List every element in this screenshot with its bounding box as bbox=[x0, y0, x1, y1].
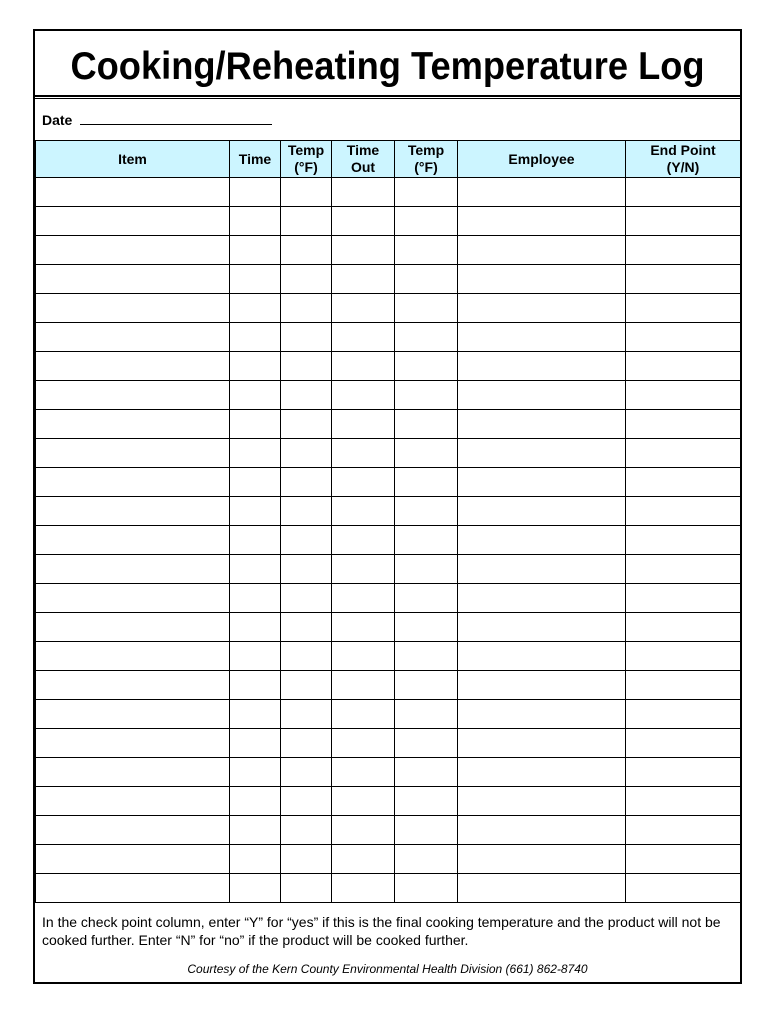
cell-temp-2[interactable] bbox=[395, 294, 458, 323]
cell-end-point[interactable] bbox=[626, 874, 741, 903]
cell-item[interactable] bbox=[36, 671, 230, 700]
cell-temp-1[interactable] bbox=[281, 236, 332, 265]
cell-temp-2[interactable] bbox=[395, 468, 458, 497]
cell-item[interactable] bbox=[36, 439, 230, 468]
cell-temp-2[interactable] bbox=[395, 352, 458, 381]
cell-temp-2[interactable] bbox=[395, 584, 458, 613]
table-row bbox=[36, 845, 741, 874]
cell-temp-2[interactable] bbox=[395, 207, 458, 236]
table-row bbox=[36, 178, 741, 207]
cell-time-out[interactable] bbox=[332, 758, 395, 787]
cell-temp-1[interactable] bbox=[281, 381, 332, 410]
cell-temp-2[interactable] bbox=[395, 439, 458, 468]
cell-temp-1[interactable] bbox=[281, 584, 332, 613]
log-rows bbox=[36, 178, 741, 903]
table-row bbox=[36, 584, 741, 613]
cell-time[interactable] bbox=[230, 526, 281, 555]
header-row bbox=[36, 141, 741, 178]
cell-temp-1[interactable] bbox=[281, 758, 332, 787]
cell-temp-2[interactable] bbox=[395, 671, 458, 700]
cell-employee[interactable] bbox=[458, 758, 626, 787]
cell-temp-2[interactable] bbox=[395, 526, 458, 555]
cell-employee[interactable] bbox=[458, 236, 626, 265]
cell-time-out[interactable] bbox=[332, 584, 395, 613]
table-row bbox=[36, 497, 741, 526]
cell-temp-1[interactable] bbox=[281, 178, 332, 207]
cell-temp-1[interactable] bbox=[281, 439, 332, 468]
cell-temp-2[interactable] bbox=[395, 265, 458, 294]
cell-end-point[interactable] bbox=[626, 758, 741, 787]
cell-employee[interactable] bbox=[458, 323, 626, 352]
cell-time[interactable] bbox=[230, 294, 281, 323]
cell-time[interactable] bbox=[230, 642, 281, 671]
cell-time-out[interactable] bbox=[332, 323, 395, 352]
cell-time[interactable] bbox=[230, 410, 281, 439]
cell-time[interactable] bbox=[230, 845, 281, 874]
cell-end-point[interactable] bbox=[626, 816, 741, 845]
cell-item[interactable] bbox=[36, 294, 230, 323]
table-row bbox=[36, 642, 741, 671]
cell-temp-1[interactable] bbox=[281, 816, 332, 845]
cell-temp-2[interactable] bbox=[395, 236, 458, 265]
date-field[interactable] bbox=[80, 111, 272, 125]
cell-temp-2[interactable] bbox=[395, 700, 458, 729]
cell-item[interactable] bbox=[36, 874, 230, 903]
cell-time-out[interactable] bbox=[332, 729, 395, 758]
cell-item[interactable] bbox=[36, 729, 230, 758]
title-divider bbox=[35, 95, 740, 97]
table-row bbox=[36, 381, 741, 410]
cell-temp-1[interactable] bbox=[281, 671, 332, 700]
cell-item[interactable] bbox=[36, 613, 230, 642]
cell-employee[interactable] bbox=[458, 526, 626, 555]
table-row bbox=[36, 352, 741, 381]
cell-time[interactable] bbox=[230, 816, 281, 845]
cell-temp-2[interactable] bbox=[395, 729, 458, 758]
cell-time-out[interactable] bbox=[332, 526, 395, 555]
cell-employee[interactable] bbox=[458, 642, 626, 671]
cell-temp-2[interactable] bbox=[395, 410, 458, 439]
table-row bbox=[36, 671, 741, 700]
cell-employee[interactable] bbox=[458, 700, 626, 729]
cell-employee[interactable] bbox=[458, 294, 626, 323]
cell-employee[interactable] bbox=[458, 787, 626, 816]
cell-end-point[interactable] bbox=[626, 352, 741, 381]
log-sheet bbox=[33, 29, 742, 984]
cell-time-out[interactable] bbox=[332, 468, 395, 497]
cell-temp-2[interactable] bbox=[395, 613, 458, 642]
cell-time[interactable] bbox=[230, 787, 281, 816]
table-row bbox=[36, 816, 741, 845]
cell-employee[interactable] bbox=[458, 468, 626, 497]
table-row bbox=[36, 294, 741, 323]
cell-temp-2[interactable] bbox=[395, 787, 458, 816]
cell-item[interactable] bbox=[36, 265, 230, 294]
cell-end-point[interactable] bbox=[626, 265, 741, 294]
cell-temp-1[interactable] bbox=[281, 323, 332, 352]
cell-time[interactable] bbox=[230, 613, 281, 642]
table-row bbox=[36, 207, 741, 236]
column-header-time: Time bbox=[230, 141, 281, 178]
cell-time[interactable] bbox=[230, 555, 281, 584]
cell-employee[interactable] bbox=[458, 845, 626, 874]
cell-item[interactable] bbox=[36, 584, 230, 613]
cell-end-point[interactable] bbox=[626, 642, 741, 671]
cell-time-out[interactable] bbox=[332, 178, 395, 207]
cell-temp-1[interactable] bbox=[281, 613, 332, 642]
cell-temp-2[interactable] bbox=[395, 845, 458, 874]
cell-temp-2[interactable] bbox=[395, 642, 458, 671]
cell-item[interactable] bbox=[36, 178, 230, 207]
cell-employee[interactable] bbox=[458, 439, 626, 468]
cell-item[interactable] bbox=[36, 207, 230, 236]
cell-end-point[interactable] bbox=[626, 439, 741, 468]
cell-end-point[interactable] bbox=[626, 323, 741, 352]
cell-temp-1[interactable] bbox=[281, 526, 332, 555]
column-header-temp-1: Temp (°F) bbox=[281, 141, 332, 178]
cell-item[interactable] bbox=[36, 787, 230, 816]
table-row bbox=[36, 874, 741, 903]
cell-time-out[interactable] bbox=[332, 642, 395, 671]
cell-time-out[interactable] bbox=[332, 410, 395, 439]
cell-end-point[interactable] bbox=[626, 584, 741, 613]
cell-employee[interactable] bbox=[458, 178, 626, 207]
cell-temp-1[interactable] bbox=[281, 700, 332, 729]
table-row bbox=[36, 410, 741, 439]
cell-item[interactable] bbox=[36, 352, 230, 381]
column-header-item: Item bbox=[36, 141, 230, 178]
cell-employee[interactable] bbox=[458, 584, 626, 613]
cell-time[interactable] bbox=[230, 381, 281, 410]
cell-temp-2[interactable] bbox=[395, 555, 458, 584]
cell-time[interactable] bbox=[230, 265, 281, 294]
cell-employee[interactable] bbox=[458, 816, 626, 845]
cell-end-point[interactable] bbox=[626, 294, 741, 323]
cell-item[interactable] bbox=[36, 758, 230, 787]
temperature-log-table bbox=[35, 140, 741, 903]
table-row bbox=[36, 613, 741, 642]
table-row bbox=[36, 555, 741, 584]
cell-end-point[interactable] bbox=[626, 526, 741, 555]
cell-time-out[interactable] bbox=[332, 497, 395, 526]
cell-time-out[interactable] bbox=[332, 294, 395, 323]
table-row bbox=[36, 700, 741, 729]
instructions-note: In the check point column, enter “Y” for “yes” if this is the final cooking temperature and the product will not be cooked further. Enter “N” for “no” if the product will be cooked further. bbox=[42, 914, 721, 948]
date-row bbox=[42, 111, 272, 128]
cell-item[interactable] bbox=[36, 642, 230, 671]
cell-temp-1[interactable] bbox=[281, 352, 332, 381]
cell-employee[interactable] bbox=[458, 613, 626, 642]
cell-employee[interactable] bbox=[458, 497, 626, 526]
cell-end-point[interactable] bbox=[626, 700, 741, 729]
cell-temp-2[interactable] bbox=[395, 758, 458, 787]
cell-temp-1[interactable] bbox=[281, 845, 332, 874]
cell-temp-1[interactable] bbox=[281, 410, 332, 439]
cell-end-point[interactable] bbox=[626, 613, 741, 642]
cell-time[interactable] bbox=[230, 439, 281, 468]
cell-time[interactable] bbox=[230, 874, 281, 903]
column-header-time-out: Time Out bbox=[332, 141, 395, 178]
cell-temp-2[interactable] bbox=[395, 816, 458, 845]
cell-temp-1[interactable] bbox=[281, 642, 332, 671]
cell-temp-1[interactable] bbox=[281, 874, 332, 903]
cell-employee[interactable] bbox=[458, 410, 626, 439]
cell-item[interactable] bbox=[36, 497, 230, 526]
table-row bbox=[36, 526, 741, 555]
cell-item[interactable] bbox=[36, 410, 230, 439]
cell-time-out[interactable] bbox=[332, 613, 395, 642]
table-row bbox=[36, 323, 741, 352]
cell-time[interactable] bbox=[230, 584, 281, 613]
table-row bbox=[36, 787, 741, 816]
cell-end-point[interactable] bbox=[626, 671, 741, 700]
cell-end-point[interactable] bbox=[626, 555, 741, 584]
cell-time[interactable] bbox=[230, 497, 281, 526]
cell-time[interactable] bbox=[230, 323, 281, 352]
cell-temp-2[interactable] bbox=[395, 874, 458, 903]
cell-end-point[interactable] bbox=[626, 729, 741, 758]
table-row bbox=[36, 729, 741, 758]
credit-line: Courtesy of the Kern County Environmental Health Division (661) 862-8740 bbox=[187, 962, 588, 976]
cell-item[interactable] bbox=[36, 526, 230, 555]
page-title: Cooking/Reheating Temperature Log bbox=[70, 45, 705, 88]
cell-time-out[interactable] bbox=[332, 265, 395, 294]
cell-time-out[interactable] bbox=[332, 207, 395, 236]
cell-item[interactable] bbox=[36, 381, 230, 410]
cell-temp-1[interactable] bbox=[281, 468, 332, 497]
cell-time[interactable] bbox=[230, 700, 281, 729]
cell-employee[interactable] bbox=[458, 874, 626, 903]
cell-item[interactable] bbox=[36, 845, 230, 874]
cell-temp-1[interactable] bbox=[281, 555, 332, 584]
cell-item[interactable] bbox=[36, 555, 230, 584]
cell-time-out[interactable] bbox=[332, 555, 395, 584]
date-label: Date bbox=[42, 112, 73, 128]
cell-employee[interactable] bbox=[458, 265, 626, 294]
table-row bbox=[36, 236, 741, 265]
cell-time[interactable] bbox=[230, 207, 281, 236]
cell-time-out[interactable] bbox=[332, 352, 395, 381]
cell-temp-2[interactable] bbox=[395, 178, 458, 207]
table-row bbox=[36, 439, 741, 468]
cell-time[interactable] bbox=[230, 729, 281, 758]
cell-end-point[interactable] bbox=[626, 468, 741, 497]
cell-time[interactable] bbox=[230, 178, 281, 207]
cell-time[interactable] bbox=[230, 758, 281, 787]
cell-time[interactable] bbox=[230, 236, 281, 265]
cell-item[interactable] bbox=[36, 700, 230, 729]
table-row bbox=[36, 468, 741, 497]
cell-temp-1[interactable] bbox=[281, 294, 332, 323]
cell-end-point[interactable] bbox=[626, 236, 741, 265]
table-row bbox=[36, 758, 741, 787]
cell-time-out[interactable] bbox=[332, 787, 395, 816]
title-divider-secondary bbox=[35, 98, 740, 99]
cell-employee[interactable] bbox=[458, 207, 626, 236]
cell-temp-1[interactable] bbox=[281, 787, 332, 816]
cell-end-point[interactable] bbox=[626, 178, 741, 207]
cell-end-point[interactable] bbox=[626, 381, 741, 410]
cell-time-out[interactable] bbox=[332, 381, 395, 410]
cell-employee[interactable] bbox=[458, 671, 626, 700]
cell-temp-1[interactable] bbox=[281, 207, 332, 236]
cell-time[interactable] bbox=[230, 352, 281, 381]
cell-time-out[interactable] bbox=[332, 671, 395, 700]
cell-item[interactable] bbox=[36, 236, 230, 265]
cell-temp-1[interactable] bbox=[281, 497, 332, 526]
cell-time-out[interactable] bbox=[332, 874, 395, 903]
cell-employee[interactable] bbox=[458, 555, 626, 584]
cell-employee[interactable] bbox=[458, 352, 626, 381]
cell-end-point[interactable] bbox=[626, 845, 741, 874]
cell-temp-2[interactable] bbox=[395, 323, 458, 352]
cell-item[interactable] bbox=[36, 323, 230, 352]
cell-end-point[interactable] bbox=[626, 207, 741, 236]
cell-temp-1[interactable] bbox=[281, 265, 332, 294]
column-header-temp-2: Temp (°F) bbox=[395, 141, 458, 178]
cell-end-point[interactable] bbox=[626, 497, 741, 526]
cell-employee[interactable] bbox=[458, 729, 626, 758]
cell-temp-1[interactable] bbox=[281, 729, 332, 758]
cell-time-out[interactable] bbox=[332, 700, 395, 729]
cell-item[interactable] bbox=[36, 468, 230, 497]
cell-time-out[interactable] bbox=[332, 236, 395, 265]
cell-time-out[interactable] bbox=[332, 816, 395, 845]
column-header-end-point: End Point (Y/N) bbox=[626, 141, 741, 178]
cell-time-out[interactable] bbox=[332, 439, 395, 468]
cell-time[interactable] bbox=[230, 671, 281, 700]
column-header-employee: Employee bbox=[458, 141, 626, 178]
cell-temp-2[interactable] bbox=[395, 381, 458, 410]
cell-time[interactable] bbox=[230, 468, 281, 497]
cell-item[interactable] bbox=[36, 816, 230, 845]
cell-end-point[interactable] bbox=[626, 787, 741, 816]
table-row bbox=[36, 265, 741, 294]
cell-employee[interactable] bbox=[458, 381, 626, 410]
cell-time-out[interactable] bbox=[332, 845, 395, 874]
cell-temp-2[interactable] bbox=[395, 497, 458, 526]
cell-end-point[interactable] bbox=[626, 410, 741, 439]
